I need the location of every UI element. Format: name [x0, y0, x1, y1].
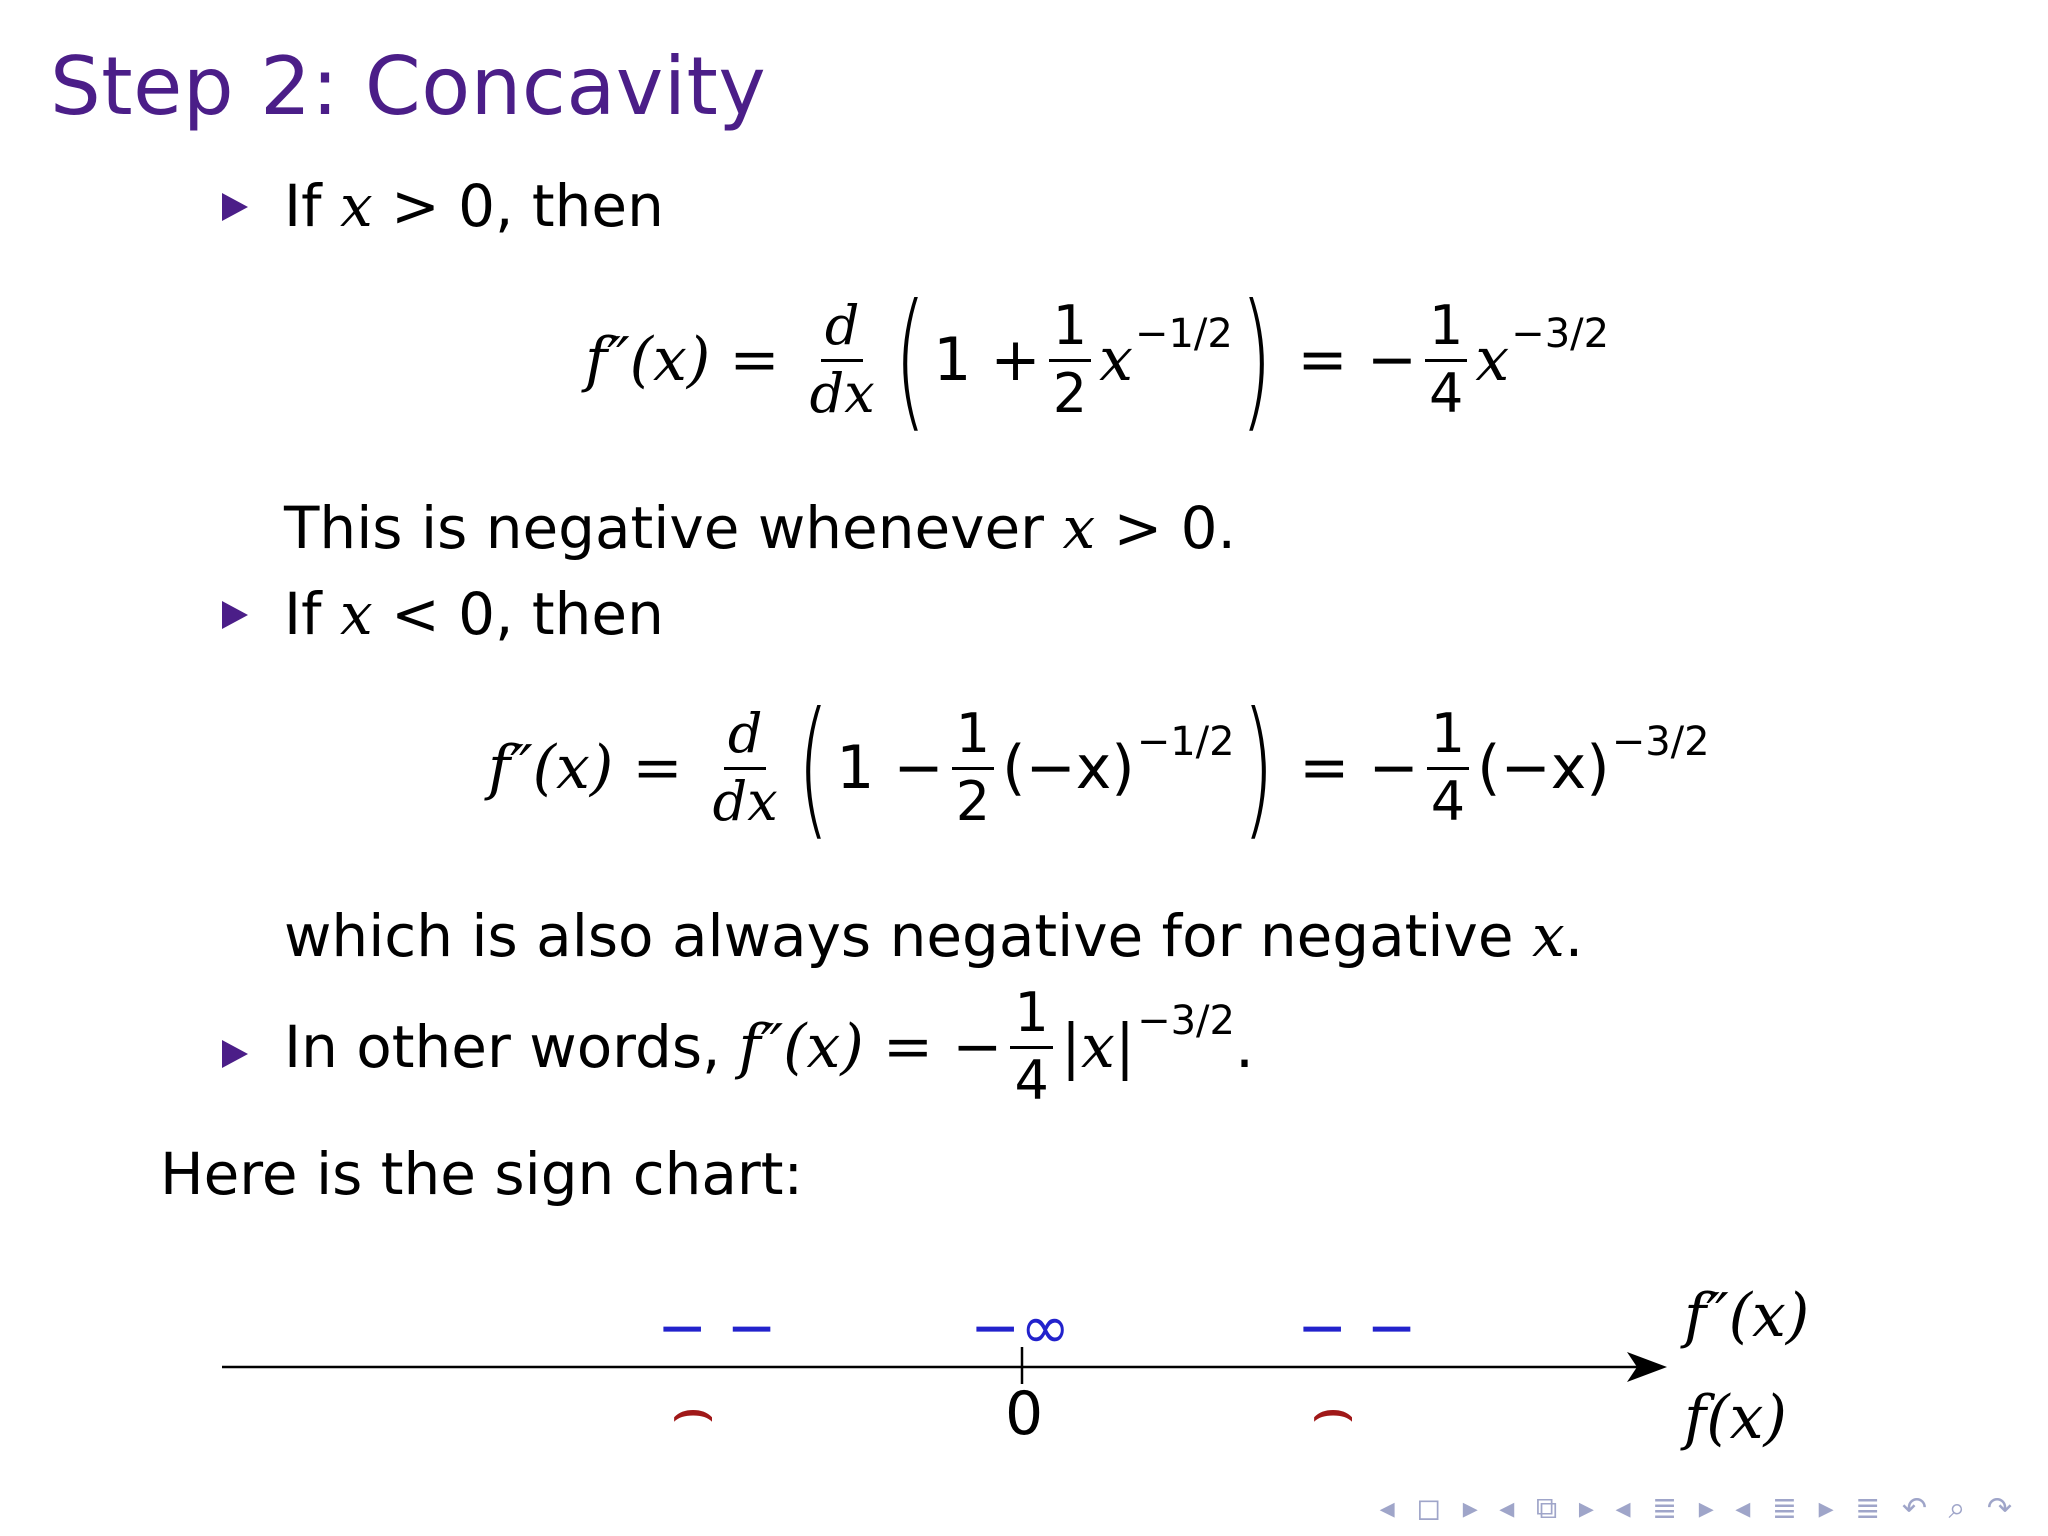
eq2-inner-exp: −1/2	[1136, 719, 1235, 765]
eq2-derivative	[709, 701, 782, 833]
eq1-inner-one: 1 +	[933, 325, 1041, 395]
b2-var: x	[339, 580, 373, 648]
eq1-lparen: (	[893, 273, 927, 447]
eq1-half-num: 1	[1049, 298, 1091, 362]
beamer-navigation[interactable]: ◂ ◻ ▸ ◂ ⧉ ▸ ◂ ≣ ▸ ◂ ≣ ▸ ≣ ↶ ⌕ ↷	[1379, 1491, 2018, 1526]
b1-rel: > 0, then	[372, 172, 664, 240]
eq2-lhs: f″(x) =	[488, 733, 683, 803]
eq2-dx: dx	[712, 769, 778, 833]
equation-1	[585, 273, 1610, 447]
equation-2	[488, 681, 1710, 855]
concave-down-right: ⌢	[1310, 1368, 1357, 1450]
eq1-rhs-var: x	[1475, 325, 1510, 395]
eq1-lhs: f″(x) =	[585, 325, 780, 395]
row-label-fpp: f″(x)	[1684, 1281, 1810, 1351]
eq2-half-den: 2	[955, 769, 991, 833]
row-label-f: f(x)	[1684, 1383, 1787, 1453]
b3-exp: −3/2	[1137, 998, 1235, 1045]
eq2-half	[952, 701, 994, 833]
eq1-q-num: 1	[1425, 298, 1467, 362]
b1-var: x	[339, 172, 373, 240]
eq1-rhs-exp: −3/2	[1511, 311, 1610, 357]
sign-right: − −	[1297, 1293, 1417, 1363]
concave-down-left: ⌢	[670, 1368, 717, 1450]
eq2-half-num: 1	[952, 706, 994, 770]
bullet-3-text	[284, 981, 1255, 1112]
b1-prefix: If	[284, 172, 322, 240]
eq2-q-den: 4	[1430, 769, 1466, 833]
eq2-lparen: (	[796, 681, 830, 855]
eq1-inner-var: x	[1099, 325, 1133, 395]
eq2-rhs-exp: −3/2	[1611, 719, 1710, 765]
b2-prefix: If	[284, 580, 322, 648]
b2-rel: < 0, then	[372, 580, 664, 648]
b3-quarter	[1010, 981, 1052, 1112]
bullet-marker-2	[222, 601, 248, 629]
b3-text: In other words,	[284, 1013, 721, 1082]
b3-lhs: f″(x) = −	[738, 1012, 1003, 1083]
eq1-rparen: )	[1239, 273, 1273, 447]
b3-num: 1	[1010, 985, 1052, 1049]
eq1-quarter	[1425, 293, 1467, 425]
b2-note-b: .	[1564, 902, 1584, 970]
sign-chart-intro: Here is the sign chart:	[160, 1140, 804, 1208]
eq2-rhs-var: (−x)	[1477, 733, 1610, 803]
eq2-inner-var: (−x)	[1002, 733, 1135, 803]
b3-den: 4	[1014, 1048, 1049, 1112]
slide-title: Step 2: Concavity	[50, 40, 767, 133]
eq2-q-num: 1	[1427, 706, 1469, 770]
bullet-1-text	[284, 172, 664, 240]
eq2-quarter	[1427, 701, 1469, 833]
eq1-d: d	[821, 298, 864, 362]
eq1-dx: dx	[809, 361, 875, 425]
b1-note-a: This is negative whenever	[284, 494, 1045, 562]
bullet-1-note	[284, 494, 1236, 562]
sign-mid: −∞	[970, 1293, 1071, 1363]
b1-note-b: > 0.	[1095, 494, 1236, 562]
bullet-marker-3	[222, 1040, 248, 1068]
b3-end: .	[1234, 1012, 1255, 1083]
eq1-derivative	[806, 293, 879, 425]
bullet-marker-1	[222, 193, 248, 221]
b2-note-var: x	[1531, 902, 1565, 970]
eq2-d: d	[724, 706, 767, 770]
eq1-half-den: 2	[1052, 361, 1088, 425]
eq1-inner-exp: −1/2	[1134, 311, 1233, 357]
eq2-rhs-eq: = −	[1299, 733, 1419, 803]
b2-note-a: which is also always negative for negative	[284, 902, 1514, 970]
zero-label: 0	[1005, 1379, 1044, 1449]
eq2-rparen: )	[1241, 681, 1274, 855]
eq1-rhs-eq: = −	[1297, 325, 1417, 395]
bullet-2-text	[284, 580, 664, 648]
bullet-2-note	[284, 902, 1583, 970]
b3-abs: |x|	[1060, 1012, 1136, 1083]
sign-left: − −	[657, 1293, 777, 1363]
eq1-q-den: 4	[1428, 361, 1464, 425]
eq2-inner-one: 1 −	[836, 733, 944, 803]
eq1-half	[1049, 293, 1091, 425]
b1-note-var: x	[1062, 494, 1096, 562]
